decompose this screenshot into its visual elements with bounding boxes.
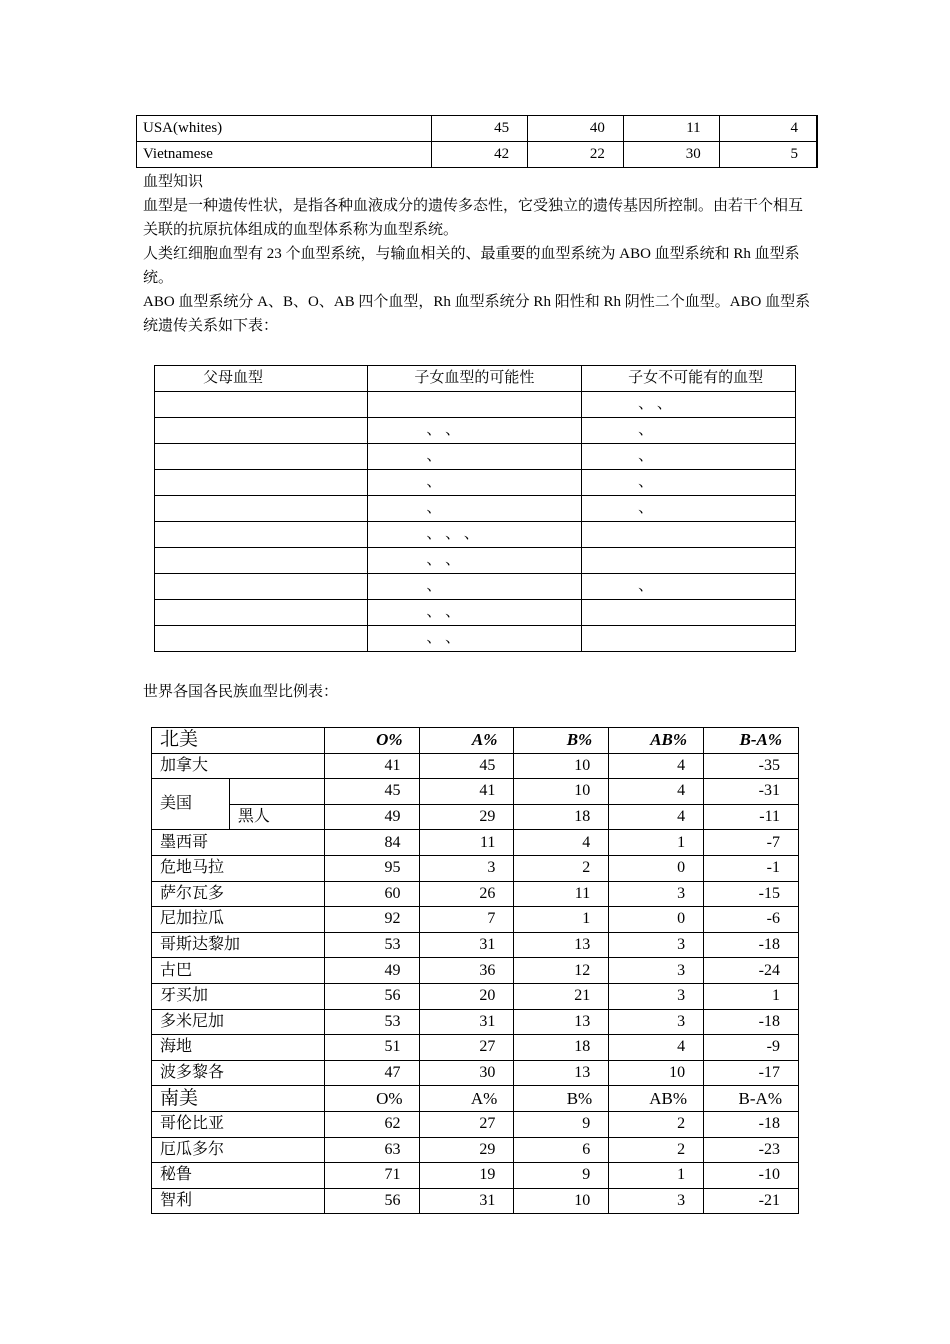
o-value: 45 bbox=[432, 116, 528, 142]
header-a: A% bbox=[419, 728, 514, 754]
o-value: 53 bbox=[324, 932, 419, 958]
table-row bbox=[155, 600, 796, 626]
country-name: 厄瓜多尔 bbox=[152, 1137, 325, 1163]
header-possible: 子女血型的可能性 bbox=[368, 366, 582, 392]
table-row bbox=[152, 1009, 799, 1035]
table-row bbox=[155, 522, 796, 548]
b-minus-a-value: -11 bbox=[704, 804, 799, 830]
impossible-cell: 、 bbox=[582, 444, 796, 470]
header-b: B% bbox=[514, 728, 609, 754]
table-row bbox=[155, 392, 796, 418]
country-name: 萨尔瓦多 bbox=[152, 881, 325, 907]
table-row bbox=[152, 753, 799, 779]
country-name: Vietnamese bbox=[137, 142, 432, 168]
a-value: 40 bbox=[528, 116, 624, 142]
table-row bbox=[155, 418, 796, 444]
header-ab: AB% bbox=[609, 728, 704, 754]
parents-cell bbox=[155, 626, 368, 652]
country-name: 尼加拉瓜 bbox=[152, 907, 325, 933]
header-ab: AB% bbox=[609, 1086, 704, 1112]
b-value: 11 bbox=[623, 116, 719, 142]
b-value: 10 bbox=[514, 779, 609, 805]
b-value: 6 bbox=[514, 1137, 609, 1163]
table-row bbox=[152, 1163, 799, 1189]
ab-value: 0 bbox=[609, 855, 704, 881]
b-value: 4 bbox=[514, 830, 609, 856]
a-value: 31 bbox=[419, 1009, 514, 1035]
country-name: 哥斯达黎加 bbox=[152, 932, 325, 958]
b-minus-a-value: -24 bbox=[704, 958, 799, 984]
ab-value: 1 bbox=[609, 1163, 704, 1189]
o-value: 45 bbox=[324, 779, 419, 805]
parents-cell bbox=[155, 444, 368, 470]
ab-value: 4 bbox=[609, 779, 704, 805]
b-value: 18 bbox=[514, 1035, 609, 1061]
subgroup-label: 黑人 bbox=[229, 804, 324, 830]
possible-cell: 、 、 bbox=[368, 626, 582, 652]
o-value: 42 bbox=[432, 142, 528, 168]
ab-value: 10 bbox=[609, 1060, 704, 1086]
b-minus-a-value: -23 bbox=[704, 1137, 799, 1163]
a-value: 31 bbox=[419, 932, 514, 958]
b-minus-a-value: -21 bbox=[704, 1188, 799, 1214]
country-name: 哥伦比亚 bbox=[152, 1111, 325, 1137]
country-name: 美国 bbox=[152, 779, 230, 830]
table-row bbox=[137, 116, 818, 142]
table-row bbox=[152, 830, 799, 856]
possible-cell: 、 bbox=[368, 496, 582, 522]
impossible-cell: 、 bbox=[582, 574, 796, 600]
b-minus-a-value: -9 bbox=[704, 1035, 799, 1061]
possible-cell: 、 bbox=[368, 470, 582, 496]
possible-cell: 、 bbox=[368, 444, 582, 470]
country-name: 秘鲁 bbox=[152, 1163, 325, 1189]
o-value: 60 bbox=[324, 881, 419, 907]
country-name: 加拿大 bbox=[152, 753, 325, 779]
o-value: 41 bbox=[324, 753, 419, 779]
b-minus-a-value: -15 bbox=[704, 881, 799, 907]
ab-value: 3 bbox=[609, 983, 704, 1009]
parents-cell bbox=[155, 522, 368, 548]
impossible-cell: 、 bbox=[582, 470, 796, 496]
header-b-minus-a: B-A% bbox=[704, 728, 799, 754]
b-value: 30 bbox=[623, 142, 719, 168]
table-row bbox=[155, 470, 796, 496]
b-value: 13 bbox=[514, 1060, 609, 1086]
country-name: USA(whites) bbox=[137, 116, 432, 142]
header-o: O% bbox=[324, 728, 419, 754]
a-value: 19 bbox=[419, 1163, 514, 1189]
table-row bbox=[152, 1060, 799, 1086]
b-value: 18 bbox=[514, 804, 609, 830]
parents-cell bbox=[155, 392, 368, 418]
parents-cell bbox=[155, 574, 368, 600]
b-value: 10 bbox=[514, 753, 609, 779]
header-o: O% bbox=[324, 1086, 419, 1112]
world-table-title: 世界各国各民族血型比例表： bbox=[143, 684, 339, 700]
b-value: 9 bbox=[514, 1163, 609, 1189]
table-row bbox=[155, 574, 796, 600]
b-value: 9 bbox=[514, 1111, 609, 1137]
b-minus-a-value: -1 bbox=[704, 855, 799, 881]
a-value: 41 bbox=[419, 779, 514, 805]
table-row bbox=[152, 1035, 799, 1061]
b-minus-a-value: -18 bbox=[704, 932, 799, 958]
ab-value: 3 bbox=[609, 1009, 704, 1035]
ab-value: 3 bbox=[609, 958, 704, 984]
ab-value: 5 bbox=[719, 142, 817, 168]
a-value: 45 bbox=[419, 753, 514, 779]
table-row bbox=[152, 881, 799, 907]
o-value: 71 bbox=[324, 1163, 419, 1189]
region-header-row bbox=[152, 1086, 799, 1112]
header-b: B% bbox=[514, 1086, 609, 1112]
knowledge-title: 血型知识 bbox=[143, 174, 204, 190]
knowledge-paragraph-3: ABO 血型系统分 A、B、O、AB 四个血型，Rh 血型系统分 Rh 阳性和 Rh 阴性二个血型。ABO 血型系统遗传关系如下表： bbox=[143, 294, 811, 334]
impossible-cell: 、 、 bbox=[582, 392, 796, 418]
country-name: 波多黎各 bbox=[152, 1060, 325, 1086]
b-minus-a-value: -6 bbox=[704, 907, 799, 933]
b-minus-a-value: -10 bbox=[704, 1163, 799, 1189]
a-value: 29 bbox=[419, 1137, 514, 1163]
header-parents: 父母血型 bbox=[155, 366, 368, 392]
b-value: 13 bbox=[514, 1009, 609, 1035]
table-row bbox=[152, 855, 799, 881]
o-value: 63 bbox=[324, 1137, 419, 1163]
table-row bbox=[155, 626, 796, 652]
table-row bbox=[152, 1111, 799, 1137]
b-value: 11 bbox=[514, 881, 609, 907]
a-value: 36 bbox=[419, 958, 514, 984]
parents-cell bbox=[155, 600, 368, 626]
a-value: 7 bbox=[419, 907, 514, 933]
o-value: 47 bbox=[324, 1060, 419, 1086]
country-name: 危地马拉 bbox=[152, 855, 325, 881]
b-value: 12 bbox=[514, 958, 609, 984]
ab-value: 4 bbox=[609, 804, 704, 830]
b-value: 2 bbox=[514, 855, 609, 881]
abo-inheritance-table bbox=[154, 365, 796, 652]
a-value: 27 bbox=[419, 1111, 514, 1137]
impossible-cell: 、 bbox=[582, 496, 796, 522]
ab-value: 2 bbox=[609, 1137, 704, 1163]
a-value: 22 bbox=[528, 142, 624, 168]
a-value: 29 bbox=[419, 804, 514, 830]
table-row bbox=[155, 548, 796, 574]
table-row bbox=[152, 1137, 799, 1163]
ab-value: 3 bbox=[609, 881, 704, 907]
ab-value: 4 bbox=[609, 1035, 704, 1061]
country-name: 智利 bbox=[152, 1188, 325, 1214]
b-minus-a-value: -31 bbox=[704, 779, 799, 805]
table-row bbox=[152, 804, 799, 830]
a-value: 26 bbox=[419, 881, 514, 907]
knowledge-paragraph-1: 血型是一种遗传性状，是指各种血液成分的遗传多态性，它受独立的遗传基因所控制。由若干个相互关联的抗原抗体组成的血型体系称为血型系统。 bbox=[143, 198, 804, 238]
world-blood-type-table bbox=[151, 727, 799, 1214]
b-value: 21 bbox=[514, 983, 609, 1009]
parents-cell bbox=[155, 496, 368, 522]
ab-value: 3 bbox=[609, 932, 704, 958]
parents-cell bbox=[155, 470, 368, 496]
b-minus-a-value: -18 bbox=[704, 1111, 799, 1137]
parents-cell bbox=[155, 418, 368, 444]
country-name: 多米尼加 bbox=[152, 1009, 325, 1035]
o-value: 56 bbox=[324, 983, 419, 1009]
ab-value: 2 bbox=[609, 1111, 704, 1137]
table-row bbox=[152, 983, 799, 1009]
a-value: 3 bbox=[419, 855, 514, 881]
subgroup-label bbox=[229, 779, 324, 805]
a-value: 20 bbox=[419, 983, 514, 1009]
b-value: 1 bbox=[514, 907, 609, 933]
o-value: 51 bbox=[324, 1035, 419, 1061]
o-value: 53 bbox=[324, 1009, 419, 1035]
table-row bbox=[152, 779, 799, 805]
possible-cell bbox=[368, 392, 582, 418]
o-value: 56 bbox=[324, 1188, 419, 1214]
country-name: 墨西哥 bbox=[152, 830, 325, 856]
table-row bbox=[155, 496, 796, 522]
ab-value: 3 bbox=[609, 1188, 704, 1214]
header-b-minus-a: B-A% bbox=[704, 1086, 799, 1112]
o-value: 95 bbox=[324, 855, 419, 881]
header-impossible: 子女不可能有的血型 bbox=[582, 366, 796, 392]
ab-value: 1 bbox=[609, 830, 704, 856]
impossible-cell bbox=[582, 600, 796, 626]
b-minus-a-value: -35 bbox=[704, 753, 799, 779]
table-row bbox=[152, 932, 799, 958]
possible-cell: 、 、 bbox=[368, 600, 582, 626]
a-value: 27 bbox=[419, 1035, 514, 1061]
parents-cell bbox=[155, 548, 368, 574]
impossible-cell bbox=[582, 626, 796, 652]
o-value: 92 bbox=[324, 907, 419, 933]
b-minus-a-value: -7 bbox=[704, 830, 799, 856]
table-row bbox=[137, 142, 818, 168]
b-minus-a-value: -17 bbox=[704, 1060, 799, 1086]
region-south-america: 南美 bbox=[152, 1086, 325, 1112]
table-row bbox=[152, 1188, 799, 1214]
ab-value: 4 bbox=[609, 753, 704, 779]
possible-cell: 、 、 、 bbox=[368, 522, 582, 548]
knowledge-paragraph-2: 人类红细胞血型有 23 个血型系统，与输血相关的、最重要的血型系统为 ABO 血型系统和 Rh 血型系统。 bbox=[143, 246, 800, 286]
table-header-row bbox=[155, 366, 796, 392]
o-value: 49 bbox=[324, 804, 419, 830]
o-value: 62 bbox=[324, 1111, 419, 1137]
a-value: 11 bbox=[419, 830, 514, 856]
b-value: 13 bbox=[514, 932, 609, 958]
table-row bbox=[155, 444, 796, 470]
impossible-cell bbox=[582, 548, 796, 574]
possible-cell: 、 、 bbox=[368, 418, 582, 444]
b-minus-a-value: -18 bbox=[704, 1009, 799, 1035]
region-north-america: 北美 bbox=[152, 728, 325, 754]
b-minus-a-value: 1 bbox=[704, 983, 799, 1009]
region-header-row bbox=[152, 728, 799, 754]
o-value: 49 bbox=[324, 958, 419, 984]
country-name: 海地 bbox=[152, 1035, 325, 1061]
impossible-cell bbox=[582, 522, 796, 548]
b-value: 10 bbox=[514, 1188, 609, 1214]
impossible-cell: 、 bbox=[582, 418, 796, 444]
header-a: A% bbox=[419, 1086, 514, 1112]
table-row bbox=[152, 907, 799, 933]
country-name: 古巴 bbox=[152, 958, 325, 984]
country-name: 牙买加 bbox=[152, 983, 325, 1009]
o-value: 84 bbox=[324, 830, 419, 856]
table-row bbox=[152, 958, 799, 984]
a-value: 31 bbox=[419, 1188, 514, 1214]
top-country-table bbox=[136, 115, 818, 168]
possible-cell: 、 bbox=[368, 574, 582, 600]
possible-cell: 、 、 bbox=[368, 548, 582, 574]
ab-value: 4 bbox=[719, 116, 817, 142]
a-value: 30 bbox=[419, 1060, 514, 1086]
ab-value: 0 bbox=[609, 907, 704, 933]
